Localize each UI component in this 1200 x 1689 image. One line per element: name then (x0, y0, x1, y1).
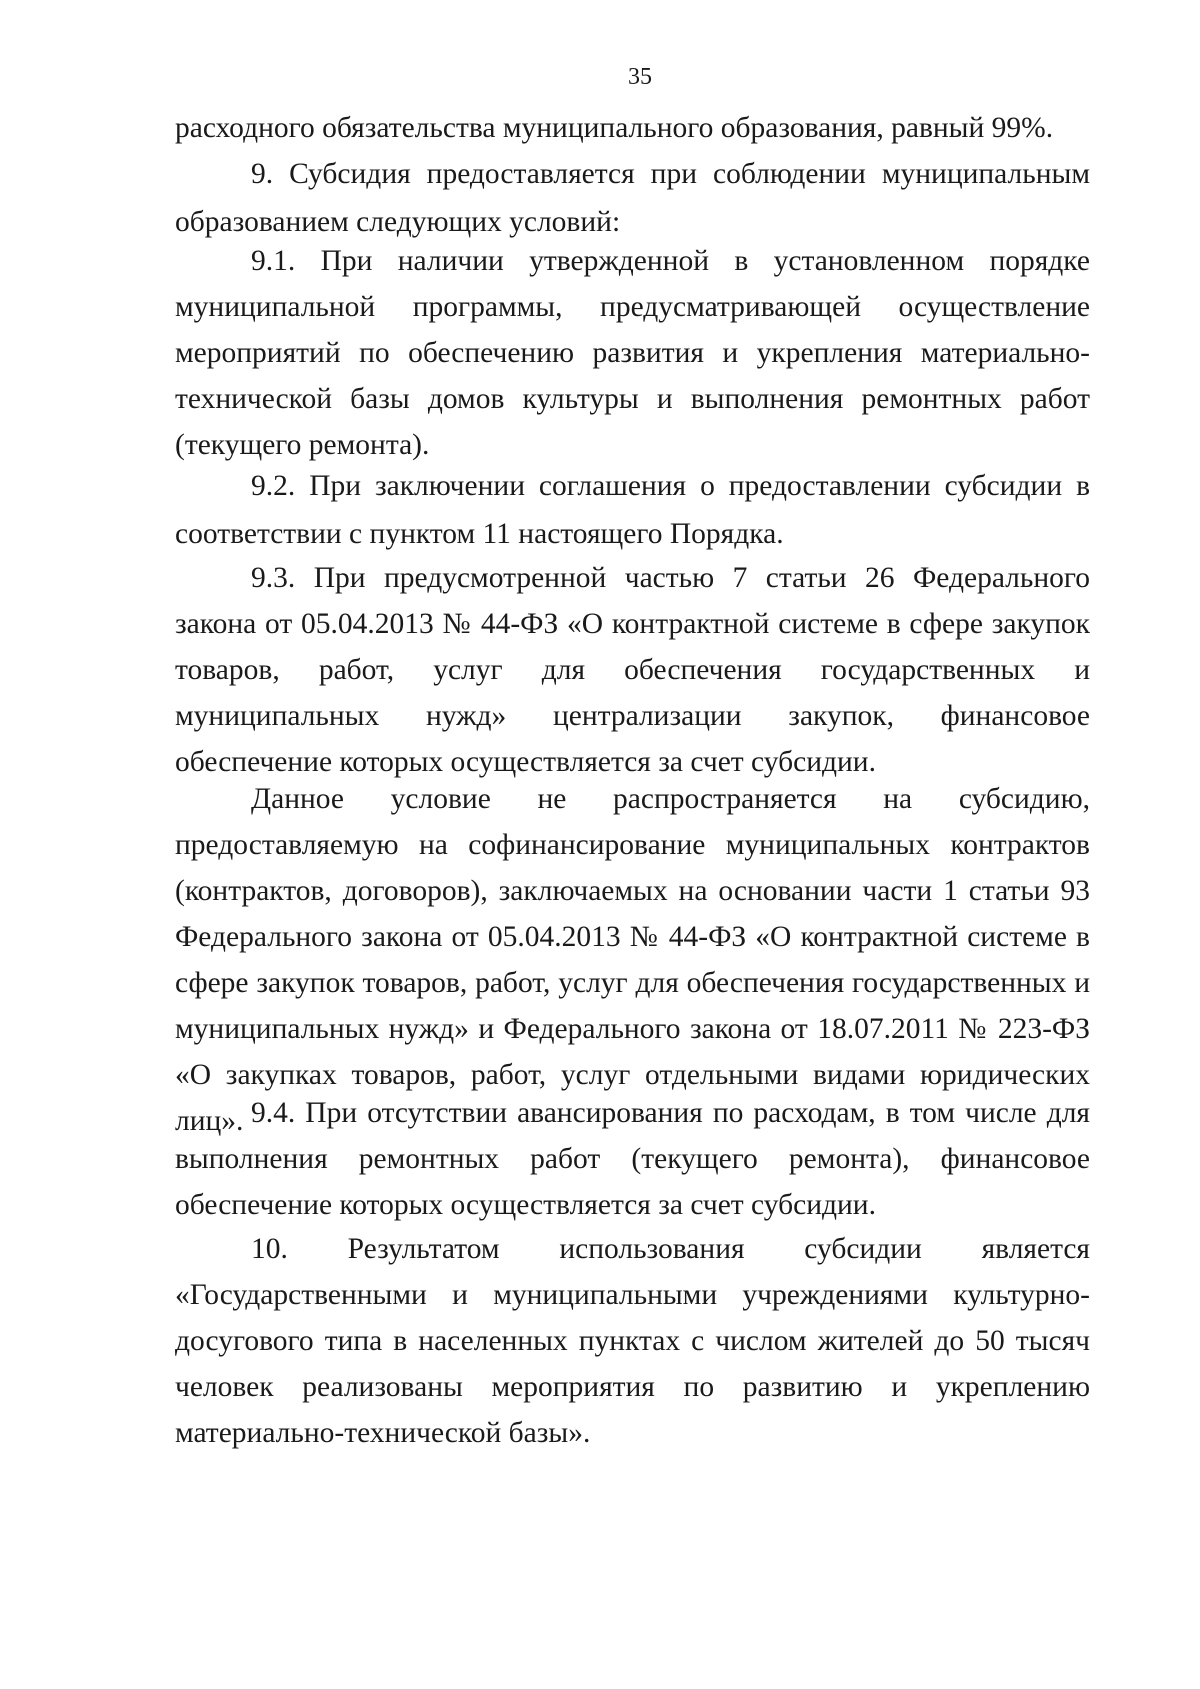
paragraph-item-9: 9. Субсидия предоставляется при соблюдении муниципальным образованием следующих условий: (175, 158, 1090, 238)
paragraph-item-9-3: 9.3. При предусмотренной частью 7 статьи 26 Федерального закона от 05.04.2013 № 44-ФЗ «О контрактной системе в сфере закупок товаров, работ, услуг для обеспечения государственных и муниципальных нужд» централизации закупок, финансовое обеспечение которых осуществляется за счет субсидии. (175, 562, 1090, 778)
paragraph-condition-exception: Данное условие не распространяется на субсидию, предоставляемую на софинансирование муниципальных контрактов (контрактов, договоров), заключаемых на основании части 1 статьи 93 Федерального закона от 05.04.2013 № 44-ФЗ «О контрактной системе в сфере закупок товаров, работ, услуг для обеспечения государственных и муниципальных нужд» и Федерального закона от 18.07.2011 № 223-ФЗ «О закупках товаров, работ, услуг отдельными видами юридических лиц». (175, 783, 1090, 1137)
paragraph-obligation-continuation: расходного обязательства муниципального образования, равный 99%. (175, 112, 1054, 144)
paragraph-item-9-4: 9.4. При отсутствии авансирования по расходам, в том числе для выполнения ремонтных работ (текущего ремонта), финансовое обеспечение которых осуществляется за счет субсидии. (175, 1097, 1090, 1221)
page-number: 35 (628, 64, 652, 90)
paragraph-item-9-1: 9.1. При наличии утвержденной в установленном порядке муниципальной программы, предусматривающей осуществление мероприятий по обеспечению развития и укрепления материально-технической базы домов культуры и выполнения ремонтных работ (текущего ремонта). (175, 245, 1090, 461)
paragraph-item-9-2: 9.2. При заключении соглашения о предоставлении субсидии в соответствии с пунктом 11 настоящего Порядка. (175, 470, 1090, 550)
paragraph-item-10: 10. Результатом использования субсидии является «Государственными и муниципальными учреждениями культурно-досугового типа в населенных пунктах с числом жителей до 50 тысяч человек реализованы мероприятия по развитию и укреплению материально-технической базы». (175, 1233, 1090, 1449)
